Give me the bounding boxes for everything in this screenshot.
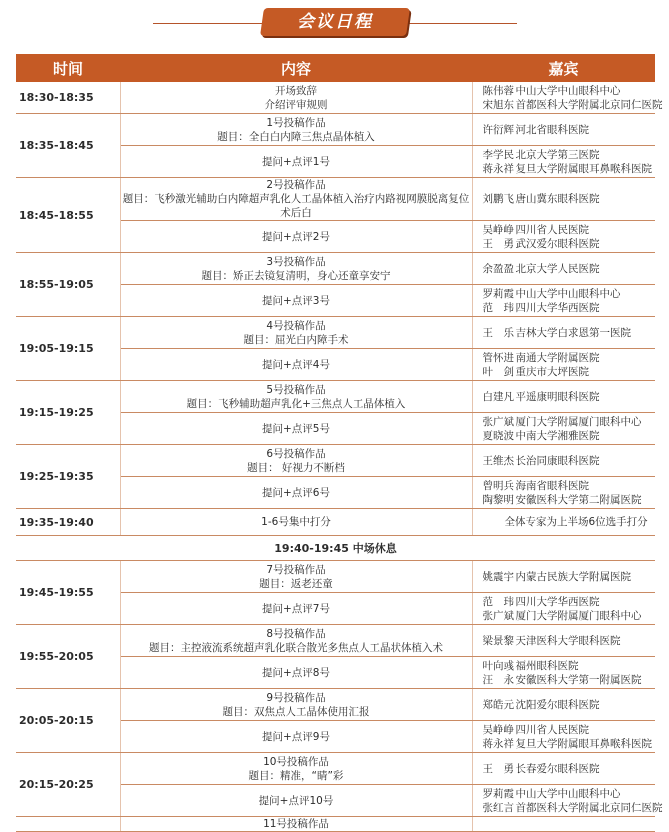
title-banner xyxy=(0,0,669,46)
schedule-row xyxy=(16,178,655,221)
content-title: 11号投稿作品 xyxy=(263,818,329,830)
guest-name: 张广斌 xyxy=(482,415,514,428)
guest-name: 蒋永祥 xyxy=(482,737,514,750)
guest-cell xyxy=(472,817,655,832)
guest-name: 蒋永祥 xyxy=(482,162,514,175)
guest-hospital: 中山大学中山眼科中心 xyxy=(515,287,621,300)
guest-hospital: 沈阳爱尔眼科医院 xyxy=(515,698,600,711)
guest-name: 余盈盈 xyxy=(482,262,514,275)
content-cell xyxy=(120,178,472,221)
guest-entry xyxy=(483,595,656,609)
content-title: 1号投稿作品 xyxy=(266,116,326,129)
content-cell xyxy=(120,753,472,785)
guest-name: 罗莉霞 xyxy=(482,787,514,800)
guest-cell xyxy=(472,381,655,413)
guest-name: 陶黎明 xyxy=(482,493,514,506)
content-title: 7号投稿作品 xyxy=(266,563,326,576)
guest-cell xyxy=(472,285,655,317)
schedule-row xyxy=(16,625,655,657)
break-cell: 19:40-19:45 中场休息 xyxy=(16,536,655,561)
guest-hospital: 吉林大学白求恩第一医院 xyxy=(515,326,631,339)
break-row xyxy=(16,536,655,561)
guest-entry xyxy=(483,287,656,301)
guest-cell xyxy=(472,413,655,445)
schedule-row xyxy=(16,753,655,785)
schedule-row xyxy=(16,253,655,285)
content-title: 提问+点评3号 xyxy=(262,294,330,307)
content-title: 开场致辞 xyxy=(275,84,317,97)
guest-name: 白建凡 xyxy=(482,390,514,403)
guest-entry xyxy=(483,659,656,673)
content-title: 提问+点评9号 xyxy=(262,730,330,743)
content-cell xyxy=(120,114,472,146)
time-cell: 18:45-18:55 xyxy=(16,178,120,253)
content-topic: 题目： 好视力不断档 xyxy=(247,461,345,474)
guest-entry xyxy=(483,570,656,584)
content-cell xyxy=(120,349,472,381)
guest-cell xyxy=(472,114,655,146)
guest-entry xyxy=(482,98,663,112)
content-topic: 题目：屈光白内障手术 xyxy=(243,333,349,346)
guest-cell xyxy=(472,721,655,753)
guest-entry xyxy=(483,609,656,623)
guest-name: 姚震宇 xyxy=(482,570,514,583)
guest-hospital: 北京大学第三医院 xyxy=(515,148,600,161)
guest-entry xyxy=(482,801,663,815)
schedule-row xyxy=(16,114,655,146)
guest-hospital: 四川省人民医院 xyxy=(515,223,589,236)
guest-hospital: 中山大学中山眼科中心 xyxy=(515,787,621,800)
guest-entry xyxy=(483,698,656,712)
content-title: 提问+点评4号 xyxy=(262,358,330,371)
guest-entry xyxy=(483,192,656,206)
time-cell: 20:15-20:25 xyxy=(16,753,120,817)
title-line-left xyxy=(153,23,263,24)
guest-cell xyxy=(472,445,655,477)
guest-name: 李学民 xyxy=(482,148,514,161)
guest-entry xyxy=(483,84,656,98)
content-cell xyxy=(120,817,472,832)
guest-entry xyxy=(483,787,656,801)
guest-entry xyxy=(483,737,656,751)
partial-row xyxy=(16,817,655,832)
guest-name: 王维杰 xyxy=(482,454,514,467)
guest-name: 梁景黎 xyxy=(482,634,514,647)
title-line-right xyxy=(407,23,517,24)
guest-hospital: 复旦大学附属眼耳鼻喉科医院 xyxy=(515,737,652,750)
header-guests: 嘉宾 xyxy=(472,54,655,82)
content-topic: 题目：飞秒激光辅助白内障超声乳化人工晶体植入治疗内路视网膜脱离复位术后白 xyxy=(122,193,470,219)
guest-name: 张红言 xyxy=(482,801,514,814)
guest-entry xyxy=(483,223,656,237)
guest-entry xyxy=(483,365,656,379)
content-cell xyxy=(120,657,472,689)
guest-entry xyxy=(483,148,656,162)
guest-hospital: 中南大学湘雅医院 xyxy=(515,429,600,442)
guest-name: 刘鹏飞 xyxy=(482,193,514,205)
time-cell: 19:45-19:55 xyxy=(16,561,120,625)
guest-cell xyxy=(472,689,655,721)
content-title: 提问+点评6号 xyxy=(262,486,330,499)
content-topic: 题目：主控液流系统超声乳化联合散光多焦点人工晶状体植入术 xyxy=(149,641,443,654)
guest-hospital: 北京大学人民医院 xyxy=(515,262,600,275)
guest-entry xyxy=(483,326,656,340)
content-topic: 题目：矫正去镜复清明，身心还童享安宁 xyxy=(201,269,391,282)
guest-hospital: 河北省眼科医院 xyxy=(515,123,589,136)
guest-name: 叶向彧 xyxy=(482,659,514,672)
guest-entry xyxy=(483,351,656,365)
content-cell xyxy=(120,509,472,536)
guest-entry xyxy=(483,673,656,687)
time-cell: 19:35-19:40 xyxy=(16,509,120,536)
guest-name: 范 玮 xyxy=(482,301,514,314)
schedule-row xyxy=(16,381,655,413)
content-cell xyxy=(120,413,472,445)
content-topic: 题目：飞秒辅助超声乳化+三焦点人工晶体植入 xyxy=(186,397,406,410)
guest-name: 汪 永 xyxy=(482,673,514,686)
guest-name: 王 乐 xyxy=(482,326,514,339)
guest-cell xyxy=(472,253,655,285)
schedule-row xyxy=(16,82,655,114)
content-title: 1-6号集中打分 xyxy=(261,516,331,528)
guest-entry xyxy=(483,162,656,176)
content-cell xyxy=(120,381,472,413)
guest-entry xyxy=(483,123,656,137)
guest-hospital: 全体专家为上半场6位选手打分 xyxy=(504,516,648,528)
time-cell: 18:35-18:45 xyxy=(16,114,120,178)
guest-hospital: 福州眼科医院 xyxy=(515,659,579,672)
content-topic: 题目：精准，“睛”彩 xyxy=(248,769,344,782)
content-title: 提问+点评10号 xyxy=(258,794,334,807)
guest-name: 王 勇 xyxy=(482,237,514,250)
guest-cell xyxy=(472,82,663,114)
header-content: 内容 xyxy=(120,54,472,82)
guest-hospital: 天津医科大学眼科医院 xyxy=(515,634,621,647)
content-title: 5号投稿作品 xyxy=(266,383,326,396)
guest-name: 宋旭东 xyxy=(482,98,514,111)
guest-cell xyxy=(472,221,655,253)
content-topic: 介绍评审规则 xyxy=(264,98,328,111)
schedule-row xyxy=(16,509,655,536)
guest-hospital: 首都医科大学附属北京同仁医院 xyxy=(515,801,663,814)
time-cell: 20:05-20:15 xyxy=(16,689,120,753)
content-cell xyxy=(120,146,472,178)
schedule-row xyxy=(16,689,655,721)
guest-cell xyxy=(472,785,663,817)
time-cell: 19:15-19:25 xyxy=(16,381,120,445)
guest-entry xyxy=(483,301,656,315)
guest-cell xyxy=(472,753,655,785)
guest-hospital: 长春爱尔眼科医院 xyxy=(515,762,600,775)
content-title: 提问+点评1号 xyxy=(262,155,330,168)
content-cell xyxy=(120,285,472,317)
content-cell xyxy=(120,82,472,114)
guest-name: 吴峥峥 xyxy=(482,723,514,736)
guest-hospital: 内蒙古民族大学附属医院 xyxy=(515,570,631,583)
time-cell: 19:25-19:35 xyxy=(16,445,120,509)
time-cell: 18:55-19:05 xyxy=(16,253,120,317)
guest-cell xyxy=(472,349,655,381)
schedule-row xyxy=(16,445,655,477)
guest-cell xyxy=(472,593,655,625)
guest-hospital: 唐山冀东眼科医院 xyxy=(515,193,600,205)
content-cell xyxy=(120,785,472,817)
guest-entry xyxy=(483,415,656,429)
guest-cell xyxy=(472,178,655,221)
guest-name: 夏晓波 xyxy=(482,429,514,442)
schedule-row xyxy=(16,561,655,593)
guest-hospital: 长治同康眼科医院 xyxy=(515,454,600,467)
guest-name: 管怀进 xyxy=(482,351,514,364)
guest-entry xyxy=(483,479,656,493)
content-cell xyxy=(120,221,472,253)
guest-hospital: 重庆市大坪医院 xyxy=(515,365,589,378)
guest-name: 陈伟蓉 xyxy=(482,84,514,97)
guest-hospital: 武汉爱尔眼科医院 xyxy=(515,237,600,250)
content-title: 提问+点评2号 xyxy=(262,230,330,243)
content-cell xyxy=(120,689,472,721)
guest-name: 吴峥峥 xyxy=(482,223,514,236)
guest-entry xyxy=(483,390,656,404)
guest-name: 张广斌 xyxy=(482,609,514,622)
schedule-table xyxy=(16,54,663,832)
guest-cell xyxy=(472,561,655,593)
content-title: 4号投稿作品 xyxy=(266,319,326,332)
table-header-row xyxy=(16,54,655,82)
guest-entry xyxy=(483,723,656,737)
content-title: 8号投稿作品 xyxy=(266,627,326,640)
guest-name: 许衍辉 xyxy=(482,123,514,136)
time-cell: 18:30-18:35 xyxy=(16,82,120,114)
guest-hospital: 四川省人民医院 xyxy=(515,723,589,736)
guest-hospital: 四川大学华西医院 xyxy=(515,301,600,314)
content-title: 提问+点评5号 xyxy=(262,422,330,435)
time-cell: 19:05-19:15 xyxy=(16,317,120,381)
content-title: 9号投稿作品 xyxy=(266,691,326,704)
guest-hospital: 安徽医科大学第二附属医院 xyxy=(515,493,642,506)
guest-name: 范 玮 xyxy=(482,595,514,608)
guest-hospital: 四川大学华西医院 xyxy=(515,595,600,608)
guest-hospital: 厦门大学附属厦门眼科中心 xyxy=(515,609,642,622)
content-title: 提问+点评8号 xyxy=(262,666,330,679)
guest-hospital: 安徽医科大学第一附属医院 xyxy=(515,673,642,686)
content-cell xyxy=(120,445,472,477)
content-title: 2号投稿作品 xyxy=(266,179,326,191)
content-topic: 题目：双焦点人工晶体使用汇报 xyxy=(222,705,370,718)
content-topic: 题目：返老还童 xyxy=(259,577,333,590)
guest-cell xyxy=(472,509,655,536)
header-time: 时间 xyxy=(16,54,120,82)
guest-entry xyxy=(483,634,656,648)
content-title: 提问+点评7号 xyxy=(262,602,330,615)
guest-name: 王 勇 xyxy=(482,762,514,775)
content-cell xyxy=(120,721,472,753)
guest-hospital: 中山大学中山眼科中心 xyxy=(515,84,621,97)
guest-cell xyxy=(472,146,655,178)
content-cell xyxy=(120,253,472,285)
guest-entry xyxy=(483,762,656,776)
schedule-body xyxy=(16,82,663,832)
content-cell xyxy=(120,477,472,509)
time-cell xyxy=(16,817,120,832)
content-cell xyxy=(120,561,472,593)
schedule-row xyxy=(16,317,655,349)
content-topic: 题目：全白白内障三焦点晶体植入 xyxy=(217,130,375,143)
content-title: 3号投稿作品 xyxy=(266,255,326,268)
guest-name: 罗莉霞 xyxy=(482,287,514,300)
guest-cell xyxy=(472,625,655,657)
guest-entry xyxy=(483,454,656,468)
page-title: 会议日程 xyxy=(297,12,373,32)
guest-name: 叶 剑 xyxy=(482,365,514,378)
content-cell xyxy=(120,317,472,349)
guest-cell xyxy=(472,317,655,349)
guest-hospital: 厦门大学附属厦门眼科中心 xyxy=(515,415,642,428)
content-title: 10号投稿作品 xyxy=(263,755,329,768)
guest-cell xyxy=(472,477,655,509)
guest-name: 曾明兵 xyxy=(482,479,514,492)
content-title: 6号投稿作品 xyxy=(266,447,326,460)
guest-name: 郑皓元 xyxy=(482,698,514,711)
guest-hospital: 南通大学附属医院 xyxy=(515,351,600,364)
content-cell xyxy=(120,625,472,657)
guest-entry xyxy=(483,493,656,507)
guest-entry xyxy=(483,429,656,443)
guest-entry xyxy=(483,237,656,251)
guest-cell xyxy=(472,657,655,689)
guest-entry xyxy=(483,262,656,276)
guest-hospital: 平遥康明眼科医院 xyxy=(515,390,600,403)
guest-hospital: 海南省眼科医院 xyxy=(515,479,589,492)
guest-hospital: 首都医科大学附属北京同仁医院 xyxy=(515,98,663,111)
guest-entry xyxy=(483,515,656,529)
time-cell: 19:55-20:05 xyxy=(16,625,120,689)
guest-hospital: 复旦大学附属眼耳鼻喉科医院 xyxy=(515,162,652,175)
content-cell xyxy=(120,593,472,625)
